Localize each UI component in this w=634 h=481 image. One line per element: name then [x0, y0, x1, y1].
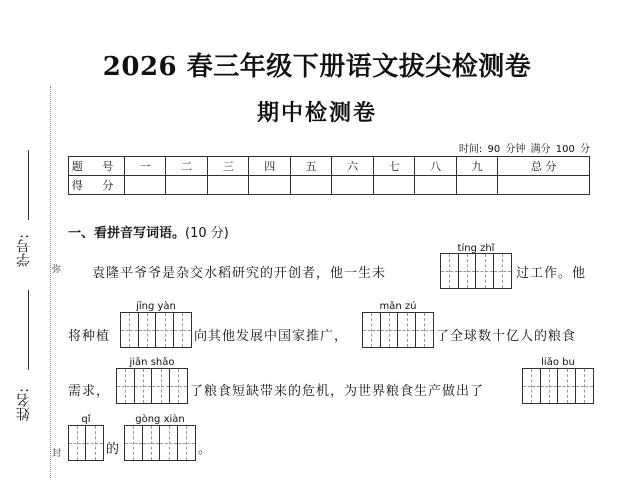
pinyin-label: jīng yàn	[136, 301, 176, 312]
score-cell[interactable]	[498, 176, 590, 195]
passage-text: 过工作。他	[516, 266, 587, 281]
student-number-label: 学号:	[16, 234, 32, 267]
passage-text: 袁隆平爷爷是杂交水稻研究的开创者，他一生未	[92, 266, 387, 281]
col-header: 三	[207, 157, 248, 176]
writing-grid[interactable]	[120, 312, 192, 348]
score-table	[68, 156, 590, 195]
mi-mark: 弥	[52, 265, 62, 275]
col-header: 五	[290, 157, 331, 176]
col-header: 四	[249, 157, 290, 176]
col-header: 七	[373, 157, 414, 176]
score-cell[interactable]	[456, 176, 497, 195]
pinyin-label: qǐ	[81, 414, 91, 425]
name-label: 姓名:	[16, 388, 32, 421]
passage-text: 需求，	[68, 384, 111, 399]
pinyin-label: liǎo bu	[541, 357, 575, 368]
col-header: 总 分	[498, 157, 590, 176]
passage-text: 将种植	[68, 329, 111, 344]
exam-title: 2026 春三年级下册语文拔尖检测卷	[102, 52, 532, 82]
score-cell[interactable]	[290, 176, 331, 195]
score-cell[interactable]	[249, 176, 290, 195]
score-cell[interactable]	[125, 176, 166, 195]
score-cell[interactable]	[166, 176, 207, 195]
time-info: 时间: 90 分钟 满分 100 分	[458, 144, 590, 155]
pinyin-label: tíng zhǐ	[457, 243, 495, 254]
pinyin-label: jiǎn shǎo	[129, 357, 175, 368]
writing-grid[interactable]	[68, 425, 104, 461]
score-table-row-score	[69, 176, 590, 195]
binding-line	[50, 86, 51, 478]
col-header: 二	[166, 157, 207, 176]
score-cell[interactable]	[373, 176, 414, 195]
passage-text: 了粮食短缺带来的危机，为世界粮食生产做出了	[190, 384, 485, 399]
student-number-blank	[28, 150, 29, 220]
exam-subtitle: 期中检测卷	[256, 100, 377, 126]
writing-grid[interactable]	[522, 368, 594, 404]
name-blank	[28, 290, 29, 370]
score-cell[interactable]	[415, 176, 456, 195]
score-cell[interactable]	[207, 176, 248, 195]
pinyin-label: gòng xiàn	[135, 414, 185, 425]
pinyin-label: mǎn zú	[379, 301, 417, 312]
col-header: 九	[456, 157, 497, 176]
col-header: 八	[415, 157, 456, 176]
score-cell[interactable]	[332, 176, 373, 195]
section-1-heading	[68, 222, 229, 241]
section-1-title: 一、看拼音写词语。	[68, 226, 186, 241]
passage-text: 。	[198, 442, 213, 457]
passage-text: 的	[106, 442, 121, 457]
writing-grid[interactable]	[362, 312, 434, 348]
section-1-points: (10 分)	[185, 226, 229, 241]
col-header: 一	[125, 157, 166, 176]
writing-grid[interactable]	[116, 368, 188, 404]
feng-mark: 封	[52, 449, 62, 459]
passage-text: 了全球数十亿人的粮食	[436, 329, 577, 344]
passage-text: 向其他发展中国家推广，	[194, 329, 349, 344]
score-table-row-number	[69, 157, 590, 176]
row-label: 得 分	[69, 176, 125, 195]
row-label: 题 号	[69, 157, 125, 176]
writing-grid[interactable]	[124, 425, 196, 461]
writing-grid[interactable]	[440, 253, 512, 289]
col-header: 六	[332, 157, 373, 176]
